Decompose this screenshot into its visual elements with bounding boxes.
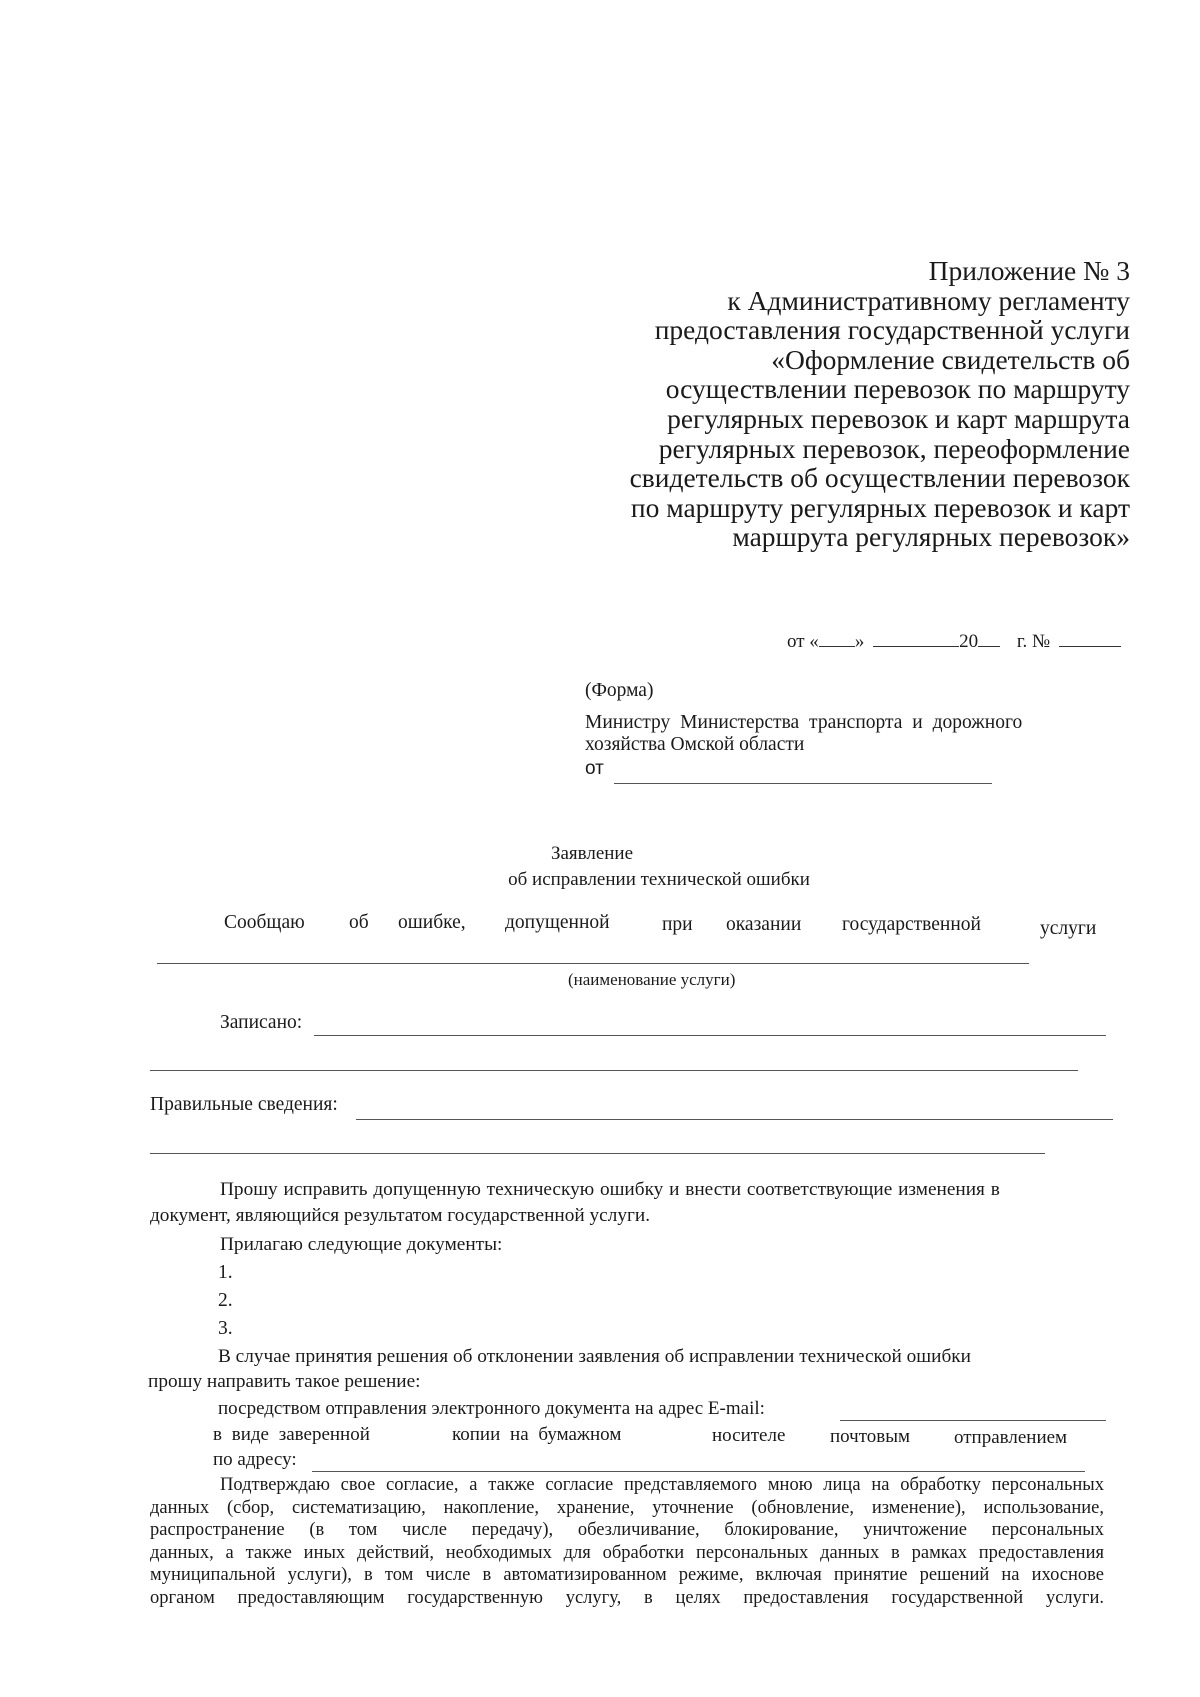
appendix-header — [570, 256, 1130, 552]
appendix-line: по маршруту регулярных перевозок и карт — [630, 491, 1130, 523]
attachment-item: 3. — [218, 1318, 233, 1339]
number-label: г. № — [1016, 631, 1051, 652]
consent-line: муниципальной услуги), в том числе в автоматизированном режиме, включая принятие решений на ихоснове — [150, 1565, 1104, 1586]
title-line-2: об исправлении технической ошибки — [508, 869, 810, 890]
report-word: государственной — [842, 914, 981, 935]
appendix-line: регулярных перевозок, переоформление — [658, 432, 1130, 464]
rejection-line-2: прошу направить такое решение: — [148, 1371, 421, 1392]
report-word: услуги — [1040, 918, 1097, 939]
paper-option-word: почтовым — [830, 1426, 911, 1447]
paper-option-word: носителе — [712, 1425, 786, 1446]
attachment-item: 2. — [218, 1290, 233, 1311]
paper-option-word: в виде заверенной — [213, 1424, 370, 1445]
service-name-line[interactable] — [157, 963, 1029, 964]
date-number-line — [787, 628, 1121, 653]
date-ot-label: от « — [787, 631, 819, 652]
written-field-line-2[interactable] — [150, 1070, 1078, 1071]
written-label: Записано: — [220, 1012, 303, 1033]
address-label: по адресу: — [213, 1449, 297, 1470]
correct-info-field-line[interactable] — [356, 1119, 1113, 1120]
from-label: от — [585, 758, 604, 779]
appendix-line: маршрута регулярных перевозок» — [732, 521, 1130, 553]
appendix-line: осуществлении перевозок по маршруту — [665, 373, 1130, 405]
address-field-line[interactable] — [312, 1471, 1085, 1472]
number-blank[interactable] — [1059, 628, 1121, 647]
correct-info-field-line-2[interactable] — [150, 1153, 1045, 1154]
paper-option-word: отправлением — [954, 1427, 1068, 1448]
appendix-line: Приложение № 3 — [928, 255, 1130, 286]
consent-line: органом предоставляющим государственную услугу, в целях предоставления государственной услуги. — [150, 1587, 1104, 1608]
title-line-1: Заявление — [550, 843, 634, 864]
appendix-line: «Оформление свидетельств об — [771, 343, 1130, 375]
consent-line: данных, а также иных действий, необходимых для обработки персональных данных в рамках предоставления — [150, 1542, 1104, 1563]
attachments-label: Прилагаю следующие документы: — [220, 1234, 503, 1255]
written-field-line[interactable] — [314, 1035, 1106, 1036]
appendix-line: регулярных перевозок и карт маршрута — [667, 402, 1130, 434]
email-field-line[interactable] — [840, 1420, 1106, 1421]
consent-line: распространение (в том числе передачу), обезличивание, блокирование, уничтожение персональных — [150, 1520, 1104, 1541]
report-word: при — [662, 914, 693, 935]
attachment-item: 1. — [218, 1262, 233, 1283]
service-name-caption: (наименование услуги) — [568, 970, 736, 989]
consent-line: Подтверждаю свое согласие, а также согласие представляемого мною лица на обработку персональных — [220, 1475, 1104, 1495]
year-blank[interactable] — [978, 628, 1000, 647]
consent-paragraph — [150, 1474, 1104, 1610]
month-blank[interactable] — [873, 628, 959, 647]
consent-line: данных (сбор, систематизацию, накопление, хранение, уточнение (обновление, изменение), использование, — [150, 1497, 1104, 1518]
report-word: Сообщаю — [224, 912, 305, 933]
report-word: ошибке, — [398, 912, 466, 933]
day-blank[interactable] — [819, 628, 855, 647]
rejection-line-1: В случае принятия решения об отклонении заявления об исправлении технической ошибки — [218, 1346, 971, 1367]
date-close-quote: » — [854, 631, 865, 652]
request-line-2: документ, являющийся результатом государственной услуги. — [150, 1205, 651, 1226]
year-prefix: 20 — [959, 631, 979, 652]
request-line-1: Прошу исправить допущенную техническую ошибку и внести соответствующие изменения в — [220, 1179, 1000, 1200]
appendix-line: предоставления государственной услуги — [654, 314, 1130, 346]
from-field-line[interactable] — [614, 783, 992, 784]
paper-option-word: копии на бумажном — [452, 1424, 622, 1445]
appendix-line: к Административному регламенту — [727, 284, 1130, 316]
report-word: об — [349, 912, 369, 933]
report-word: оказании — [726, 914, 802, 935]
correct-info-label: Правильные сведения: — [150, 1094, 338, 1115]
form-label: (Форма) — [585, 680, 654, 701]
recipient-line-1: Министру Министерства транспорта и дорожного — [585, 712, 1023, 733]
email-option-label: посредством отправления электронного документа на адрес E-mail: — [218, 1398, 765, 1419]
report-word: допущенной — [505, 912, 610, 933]
recipient-block — [585, 680, 1022, 756]
appendix-line: свидетельств об осуществлении перевозок — [629, 462, 1130, 494]
recipient-line-2: хозяйства Омской области — [585, 734, 805, 755]
